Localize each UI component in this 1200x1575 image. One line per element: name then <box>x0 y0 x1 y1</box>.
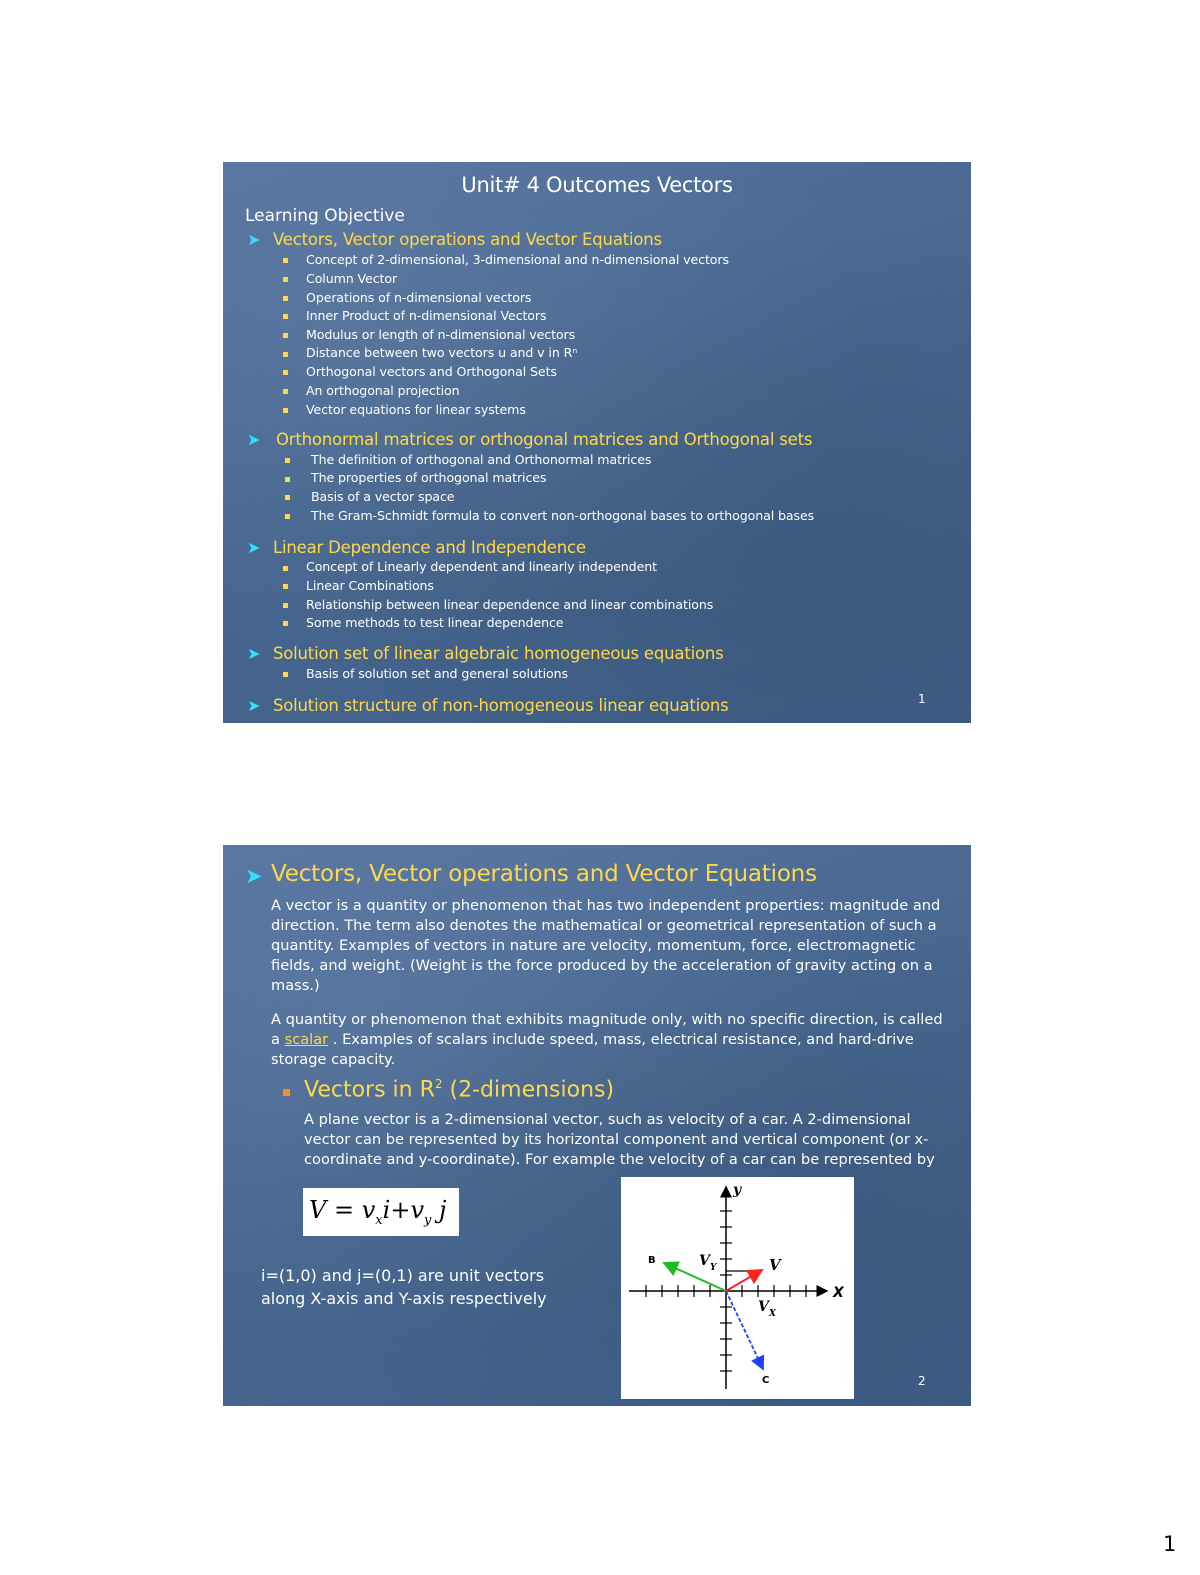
list-item: Basis of a vector space <box>311 489 455 504</box>
square-bullet-icon <box>283 258 288 263</box>
square-bullet-icon <box>283 389 288 394</box>
square-bullet-icon <box>285 495 290 500</box>
equation-box <box>303 1188 459 1236</box>
slide-2 <box>223 845 971 1406</box>
arrow-bullet-icon: ➤ <box>247 230 261 249</box>
vector-v <box>726 1270 762 1291</box>
square-bullet-icon <box>283 1089 290 1096</box>
equation-term: j <box>439 1196 447 1224</box>
paragraph-vector-definition: A vector is a quantity or phenomenon that has two independent properties: magnitude and direction. The term also denotes the mathematical or geometrical representation of such a quantity. Examples of vectors in nature are velocity, momentum, force, electromagnetic fields, and weight. (Weight is the force produced by the acceleration of gravity acting on a mass.) <box>271 897 941 994</box>
subheading <box>304 1077 614 1102</box>
vx-label: V <box>758 1299 769 1315</box>
equation-term: V <box>309 1196 327 1224</box>
square-bullet-icon <box>285 477 290 482</box>
square-bullet-icon <box>283 352 288 357</box>
list-item: The properties of orthogonal matrices <box>311 470 547 485</box>
slide-1 <box>223 162 971 723</box>
list-item: Concept of 2-dimensional, 3-dimensional and n-dimensional vectors <box>306 252 729 267</box>
square-bullet-icon <box>283 566 288 571</box>
square-bullet-icon <box>285 514 290 519</box>
list-item: Orthogonal vectors and Orthogonal Sets <box>306 364 557 379</box>
subheading-text: Vectors in R <box>304 1077 435 1103</box>
square-bullet-icon <box>283 621 288 626</box>
square-bullet-icon <box>283 296 288 301</box>
equation-term: v <box>410 1196 424 1224</box>
section-heading: Solution structure of non-homogeneous linear equations <box>273 696 729 715</box>
paragraph-text: . Examples of scalars include speed, mass, electrical resistance, and hard-drive storage capacity. <box>271 1031 914 1068</box>
list-item: Column Vector <box>306 271 398 286</box>
slide-title: Unit# 4 Outcomes Vectors <box>461 173 733 197</box>
paragraph-plane-vector: A plane vector is a 2-dimensional vector, such as velocity of a car. A 2-dimensional vector can be represented by its horizontal component and vertical component (or x-coordinate and y-coordinate). For example the velocity of a car can be represented by <box>304 1111 935 1168</box>
vector-b-label: B <box>648 1255 656 1266</box>
list-item: Inner Product of n-dimensional Vectors <box>306 308 547 323</box>
subheading-superscript: 2 <box>434 1077 443 1091</box>
arrow-bullet-icon: ➤ <box>247 644 261 663</box>
section-heading: Vectors, Vector operations and Vector Equations <box>273 230 662 249</box>
list-item: Vector equations for linear systems <box>306 402 526 417</box>
equation-subscript: y <box>424 1212 432 1228</box>
list-item: Distance between two vectors u and v in Rⁿ <box>306 345 578 360</box>
learning-objective-label: Learning Objective <box>245 206 405 226</box>
vx-sub-label: X <box>769 1309 776 1319</box>
list-item: Relationship between linear dependence and linear combinations <box>306 597 714 612</box>
equation-term: v <box>361 1196 376 1224</box>
scalar-link[interactable]: scalar <box>284 1031 329 1048</box>
square-bullet-icon <box>283 277 288 282</box>
list-item: Some methods to test linear dependence <box>306 615 564 630</box>
vy-sub-label: Y <box>710 1263 717 1273</box>
equation-term: i <box>382 1196 391 1224</box>
paragraph-text: A quantity or phenomenon that exhibits magnitude only, with no specific direction, is called a <box>271 1011 943 1048</box>
section-heading: Orthonormal matrices or orthogonal matrices and Orthogonal sets <box>276 430 813 449</box>
square-bullet-icon <box>283 314 288 319</box>
slide-page-number: 1 <box>918 692 926 706</box>
square-bullet-icon <box>283 333 288 338</box>
vector-c-label: C <box>762 1375 770 1386</box>
list-item: Concept of Linearly dependent and linearly independent <box>306 559 657 574</box>
arrow-bullet-icon: ➤ <box>245 864 263 888</box>
arrow-bullet-icon: ➤ <box>247 538 261 557</box>
vy-label: V <box>699 1253 710 1269</box>
list-item: Linear Combinations <box>306 578 434 593</box>
vector-diagram-svg <box>621 1177 854 1399</box>
square-bullet-icon <box>285 458 290 463</box>
square-bullet-icon <box>283 370 288 375</box>
y-axis-label: y <box>733 1182 742 1198</box>
equation <box>309 1196 446 1228</box>
slide-heading: Vectors, Vector operations and Vector Equations <box>271 861 817 887</box>
section-heading: Solution set of linear algebraic homogeneous equations <box>273 644 724 663</box>
square-bullet-icon <box>283 672 288 677</box>
arrow-bullet-icon: ➤ <box>247 696 261 715</box>
list-item: Modulus or length of n-dimensional vectors <box>306 327 576 342</box>
vector-b <box>664 1263 726 1291</box>
vector-v-label: V <box>769 1256 781 1274</box>
list-item: Basis of solution set and general solutions <box>306 666 568 681</box>
vector-diagram <box>621 1177 854 1399</box>
slide-page-number: 2 <box>918 1374 926 1388</box>
unit-vectors-note: i=(1,0) and j=(0,1) are unit vectors along X-axis and Y-axis respectively <box>261 1266 547 1308</box>
square-bullet-icon <box>283 584 288 589</box>
square-bullet-icon <box>283 408 288 413</box>
list-item: The definition of orthogonal and Orthonormal matrices <box>311 452 652 467</box>
list-item: Operations of n-dimensional vectors <box>306 290 532 305</box>
subheading-text: (2-dimensions) <box>442 1077 615 1103</box>
list-item: An orthogonal projection <box>306 383 460 398</box>
paragraph-scalar-definition <box>271 1010 943 1070</box>
equation-subscript: x <box>375 1212 383 1228</box>
square-bullet-icon <box>283 603 288 608</box>
section-heading: Linear Dependence and Independence <box>273 538 586 557</box>
document-page-number: 1 <box>1163 1532 1177 1556</box>
list-item: The Gram-Schmidt formula to convert non-orthogonal bases to orthogonal bases <box>311 508 815 523</box>
arrow-bullet-icon: ➤ <box>247 430 261 449</box>
equation-operator: = <box>333 1196 355 1224</box>
x-axis-label: X <box>833 1285 844 1301</box>
equation-operator: + <box>390 1196 411 1224</box>
